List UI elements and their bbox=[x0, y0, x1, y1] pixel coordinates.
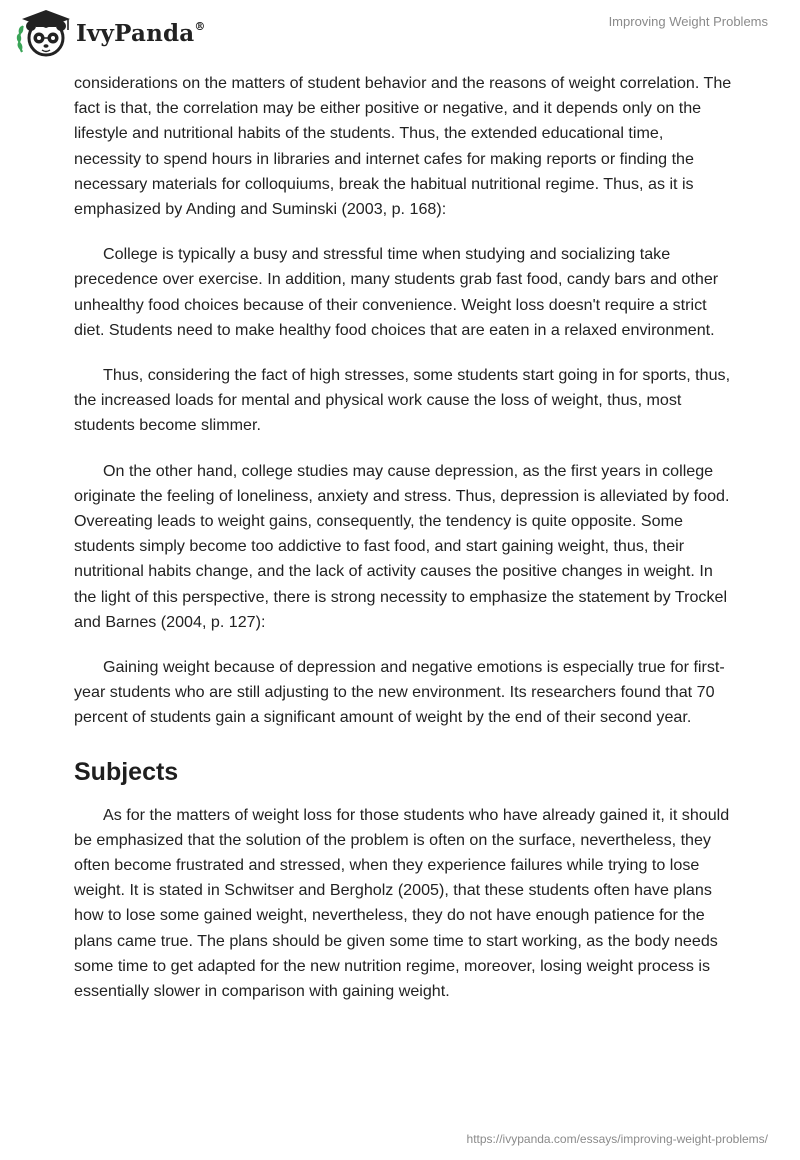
paragraph-4: As for the matters of weight loss for those students who have already gained it, it should be emphasized that the solution of the problem is often on the surface, nevertheless, they often become frustrated and stressed, when they experience failures while trying to lose weight. It is stated in Schwitser and Bergholz (2005), that these students often have plans how to lose some gained weight, nevertheless, they do not have enough patience for the plans came true. The plans should be given some time to start working, as the body needs some time to get adapted for the new nutrition regime, moreover, losing weight process is essentially slower in comparison with gaining weight. bbox=[74, 805, 730, 1001]
page-header bbox=[0, 0, 800, 70]
paragraph-1: considerations on the matters of student behavior and the reasons of weight correlation. The fact is that, the correlation may be either positive or negative, and it depends only on the lifestyle and nutritional habits of the students. Thus, the extended educational time, necessity to spend hours in libraries and internet cafes for making reports or finding the necessary materials for colloquiums, break the habitual nutritional regime. Thus, as it is emphasized by Anding and Suminski (2003, p. 168): bbox=[74, 74, 732, 219]
paragraph-2: Thus, considering the fact of high stresses, some students start going in for sports, thus, the increased loads for mental and physical work cause the loss of weight, thus, most students become slimmer. bbox=[74, 366, 731, 435]
paragraph-3: On the other hand, college studies may cause depression, as the first years in college originate the feeling of loneliness, anxiety and stress. Thus, depression is alleviated by food. Overeating leads to weight gains, consequently, the tendency is quite opposite. Some students simply become too addictive to fast food, and start gaining weight, thus, their nutritional habits change, and the lack of activity causes the positive changes in weight. In the light of this perspective, there is strong necessity to emphasize the statement by Trockel and Barnes (2004, p. 127): bbox=[74, 461, 730, 631]
brand-name: IvyPanda bbox=[76, 20, 195, 47]
source-url[interactable]: https://ivypanda.com/essays/improving-weight-problems/ bbox=[466, 1132, 768, 1146]
essay-body bbox=[74, 71, 734, 1024]
ivypanda-logo-icon[interactable] bbox=[14, 8, 74, 60]
registered-mark: ® bbox=[194, 20, 206, 34]
section-heading-subjects: Subjects bbox=[74, 757, 179, 786]
block-quote-1: College is typically a busy and stressful time when studying and socializing take precedence over exercise. In addition, many students grab fast food, candy bars and other unhealthy food choices because of their convenience. Weight loss doesn't require a strict diet. Students need to make healthy food choices that are eaten in a relaxed environment. bbox=[74, 245, 719, 339]
brand-logo-text[interactable] bbox=[76, 20, 206, 47]
block-quote-2: Gaining weight because of depression and negative emotions is especially true for first-year students who are still adjusting to the new environment. Its researchers found that 70 percent of students gain a significant amount of weight by the end of their second year. bbox=[74, 658, 725, 727]
document-title: Improving Weight Problems bbox=[608, 14, 768, 29]
